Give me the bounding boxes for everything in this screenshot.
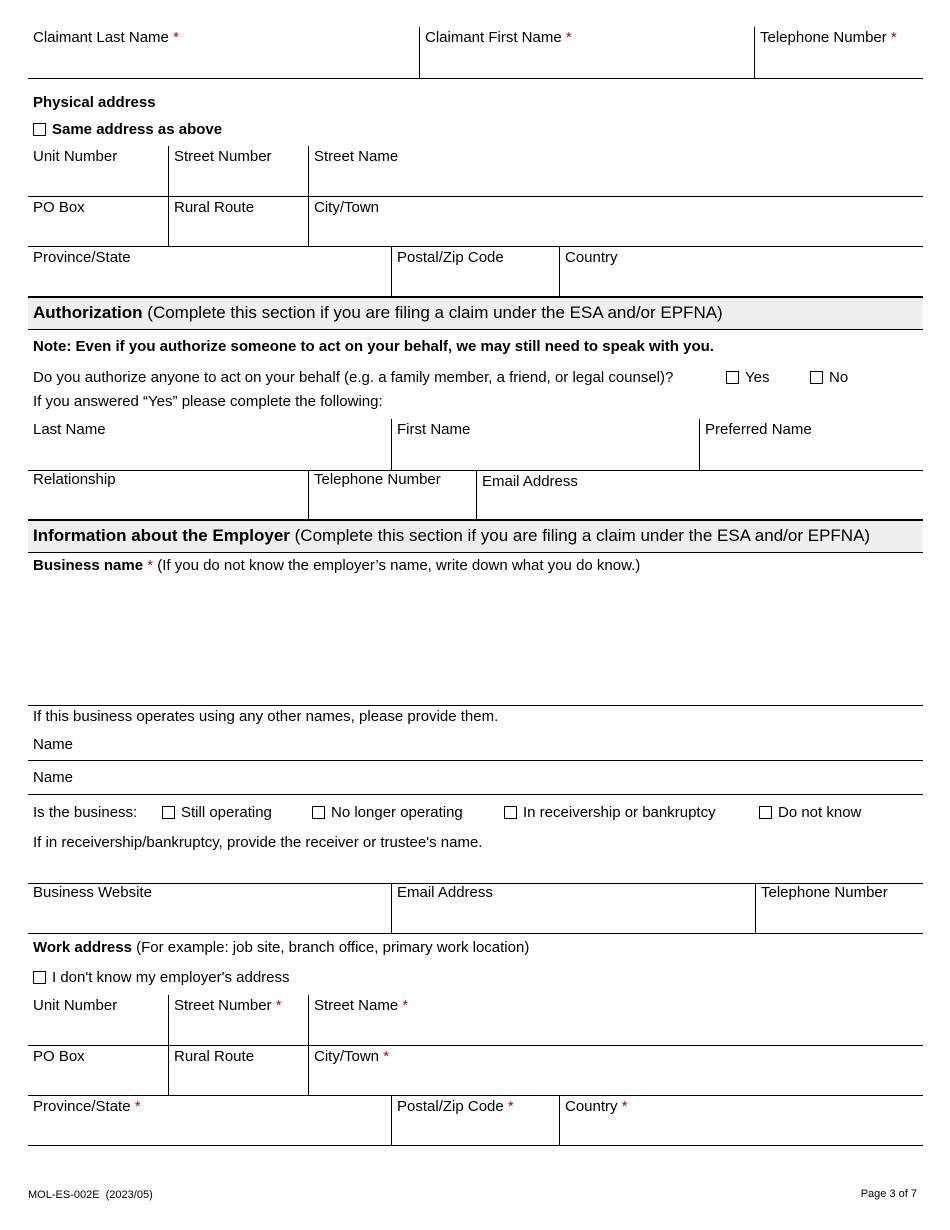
required-mark: *: [402, 997, 409, 1014]
work-unit-number-label: Unit Number: [33, 997, 118, 1014]
authorization-yes-label: Yes: [745, 369, 770, 386]
status-option-no-longer-operating[interactable]: [312, 804, 463, 821]
street-name-field[interactable]: [308, 146, 923, 196]
auth-telephone-label: Telephone Number: [314, 471, 441, 488]
auth-preferred-name-label: Preferred Name: [705, 421, 812, 438]
business-telephone-field[interactable]: [755, 884, 923, 933]
status-option-do-not-know[interactable]: [759, 804, 861, 821]
auth-email-label: Email Address: [482, 473, 578, 490]
status-still-operating-label: Still operating: [181, 804, 272, 821]
same-address-checkbox[interactable]: [33, 123, 46, 136]
work-postal-zip-field[interactable]: [391, 1096, 559, 1145]
authorization-note: Note: Even if you authorize someone to act on your behalf, we may still need to speak with you.: [33, 338, 714, 355]
street-number-field[interactable]: [168, 146, 308, 196]
work-province-state-label: Province/State: [33, 1098, 131, 1115]
other-name-label-1: Name: [33, 736, 74, 753]
work-postal-zip-label: Postal/Zip Code: [397, 1098, 504, 1115]
province-state-field[interactable]: [28, 247, 391, 297]
claimant-last-name-field[interactable]: [28, 27, 419, 78]
receiver-prompt: If in receivership/bankruptcy, provide the receiver or trustee's name.: [33, 834, 483, 851]
country-field[interactable]: [559, 247, 923, 297]
physical-address-row-1: [28, 146, 923, 197]
unit-number-field[interactable]: [28, 146, 168, 196]
authorization-title: Authorization: [33, 303, 143, 322]
authorization-no-checkbox[interactable]: [810, 371, 823, 384]
rural-route-label: Rural Route: [174, 199, 255, 216]
physical-address-heading: Physical address: [33, 94, 156, 111]
work-rural-route-label: Rural Route: [174, 1048, 255, 1065]
other-name-label-2: Name: [33, 769, 74, 786]
required-mark: *: [173, 29, 179, 46]
employer-title: Information about the Employer: [33, 526, 290, 545]
province-state-label: Province/State: [33, 249, 131, 266]
business-name-label: Business name: [33, 557, 144, 574]
work-street-number-field[interactable]: [168, 995, 308, 1045]
business-telephone-label: Telephone Number: [761, 884, 888, 901]
work-address-row-3: [28, 1096, 923, 1146]
auth-first-name-label: First Name: [397, 421, 471, 438]
required-mark: *: [383, 1048, 390, 1065]
work-province-state-field[interactable]: [28, 1096, 391, 1145]
work-address-row-2: [28, 1046, 923, 1096]
claimant-telephone-field[interactable]: [754, 27, 923, 78]
po-box-label: PO Box: [33, 199, 85, 216]
other-names-prompt: If this business operates using any other names, please provide them.: [33, 708, 499, 725]
status-no-longer-operating-checkbox[interactable]: [312, 806, 325, 819]
work-city-town-field[interactable]: [308, 1046, 923, 1095]
status-still-operating-checkbox[interactable]: [162, 806, 175, 819]
receiver-name-field[interactable]: [28, 833, 923, 884]
work-street-name-field[interactable]: [308, 995, 923, 1045]
business-website-label: Business Website: [33, 884, 152, 901]
work-po-box-label: PO Box: [33, 1048, 85, 1065]
work-street-number-label: Street Number: [174, 997, 272, 1014]
city-town-label: City/Town: [314, 199, 380, 216]
claimant-telephone-label: Telephone Number: [760, 29, 887, 46]
auth-relationship-field[interactable]: [28, 471, 308, 520]
page-number: Page 3 of 7: [860, 1188, 917, 1200]
city-town-field[interactable]: [308, 197, 923, 246]
auth-last-name-label: Last Name: [33, 421, 106, 438]
form-id: MOL-ES-002E (2023/05): [28, 1189, 153, 1201]
same-address-label: Same address as above: [52, 121, 223, 138]
status-option-still-operating[interactable]: [162, 804, 272, 821]
authorized-person-row-1: [28, 419, 923, 471]
other-name-field-1[interactable]: [28, 728, 923, 761]
street-name-label: Street Name: [314, 148, 399, 165]
required-mark: *: [621, 1098, 628, 1115]
required-mark: *: [134, 1098, 141, 1115]
work-unit-number-field[interactable]: [28, 995, 168, 1045]
rural-route-field[interactable]: [168, 197, 308, 246]
work-po-box-field[interactable]: [28, 1046, 168, 1095]
authorized-person-row-2: [28, 471, 923, 520]
auth-preferred-name-field[interactable]: [699, 419, 923, 470]
business-email-field[interactable]: [391, 884, 755, 933]
physical-address-row-2: [28, 197, 923, 247]
street-number-label: Street Number: [174, 148, 272, 165]
authorization-no-option[interactable]: [810, 369, 848, 386]
authorization-subtitle: (Complete this section if you are filing a claim under the ESA and/or EPFNA): [147, 303, 723, 322]
work-address-hint: (For example: job site, branch office, primary work location): [136, 939, 530, 956]
status-option-receivership[interactable]: [504, 804, 716, 821]
authorization-if-yes: If you answered “Yes” please complete the following:: [33, 393, 383, 410]
authorization-yes-option[interactable]: [726, 369, 769, 386]
country-label: Country: [565, 249, 618, 266]
status-do-not-know-label: Do not know: [778, 804, 862, 821]
work-street-name-label: Street Name: [314, 997, 399, 1014]
required-mark: *: [565, 29, 572, 46]
status-receivership-label: In receivership or bankruptcy: [523, 804, 716, 821]
postal-zip-field[interactable]: [391, 247, 559, 297]
auth-last-name-field[interactable]: [28, 419, 391, 470]
dont-know-address-checkbox[interactable]: [33, 971, 46, 984]
work-country-label: Country: [565, 1098, 618, 1115]
work-address-title: Work address: [33, 939, 132, 956]
authorization-question: Do you authorize anyone to act on your behalf (e.g. a family member, a friend, or legal counsel)?: [33, 369, 674, 386]
work-city-town-label: City/Town: [314, 1048, 380, 1065]
required-mark: *: [147, 557, 154, 574]
work-rural-route-field[interactable]: [168, 1046, 308, 1095]
business-name-field[interactable]: [28, 553, 923, 706]
other-name-field-2[interactable]: [28, 761, 923, 795]
status-no-longer-operating-label: No longer operating: [331, 804, 463, 821]
work-country-field[interactable]: [559, 1096, 923, 1145]
postal-zip-label: Postal/Zip Code: [397, 249, 504, 266]
status-do-not-know-checkbox[interactable]: [759, 806, 772, 819]
required-mark: *: [507, 1098, 514, 1115]
claimant-first-name-label: Claimant First Name: [425, 29, 562, 46]
business-email-label: Email Address: [397, 884, 493, 901]
authorization-no-label: No: [829, 369, 849, 386]
same-address-option[interactable]: [33, 121, 222, 138]
required-mark: *: [275, 997, 282, 1014]
po-box-field[interactable]: [28, 197, 168, 246]
claimant-first-name-field[interactable]: [419, 27, 754, 78]
business-contact-row: [28, 884, 923, 934]
employer-subtitle: (Complete this section if you are filing a claim under the ESA and/or EPFNA): [294, 526, 871, 545]
business-website-field[interactable]: [28, 884, 391, 933]
auth-email-field[interactable]: [476, 471, 923, 520]
dont-know-address-option[interactable]: [33, 969, 290, 986]
auth-first-name-field[interactable]: [391, 419, 699, 470]
required-mark: *: [890, 29, 897, 46]
authorization-section-header: [28, 296, 923, 330]
work-address-row-1: [28, 995, 923, 1046]
claimant-last-name-label: Claimant Last Name: [33, 29, 169, 46]
status-receivership-checkbox[interactable]: [504, 806, 517, 819]
business-status-question: Is the business:: [33, 804, 138, 821]
auth-telephone-field[interactable]: [308, 471, 476, 520]
work-address-heading: [33, 939, 529, 956]
claimant-row: [28, 27, 923, 79]
dont-know-address-label: I don't know my employer's address: [52, 969, 290, 986]
auth-relationship-label: Relationship: [33, 471, 116, 488]
authorization-yes-checkbox[interactable]: [726, 371, 739, 384]
business-name-hint: (If you do not know the employer’s name, write down what you do know.): [157, 557, 641, 574]
employer-section-header: [28, 519, 923, 553]
physical-address-row-3: [28, 247, 923, 297]
unit-number-label: Unit Number: [33, 148, 118, 165]
